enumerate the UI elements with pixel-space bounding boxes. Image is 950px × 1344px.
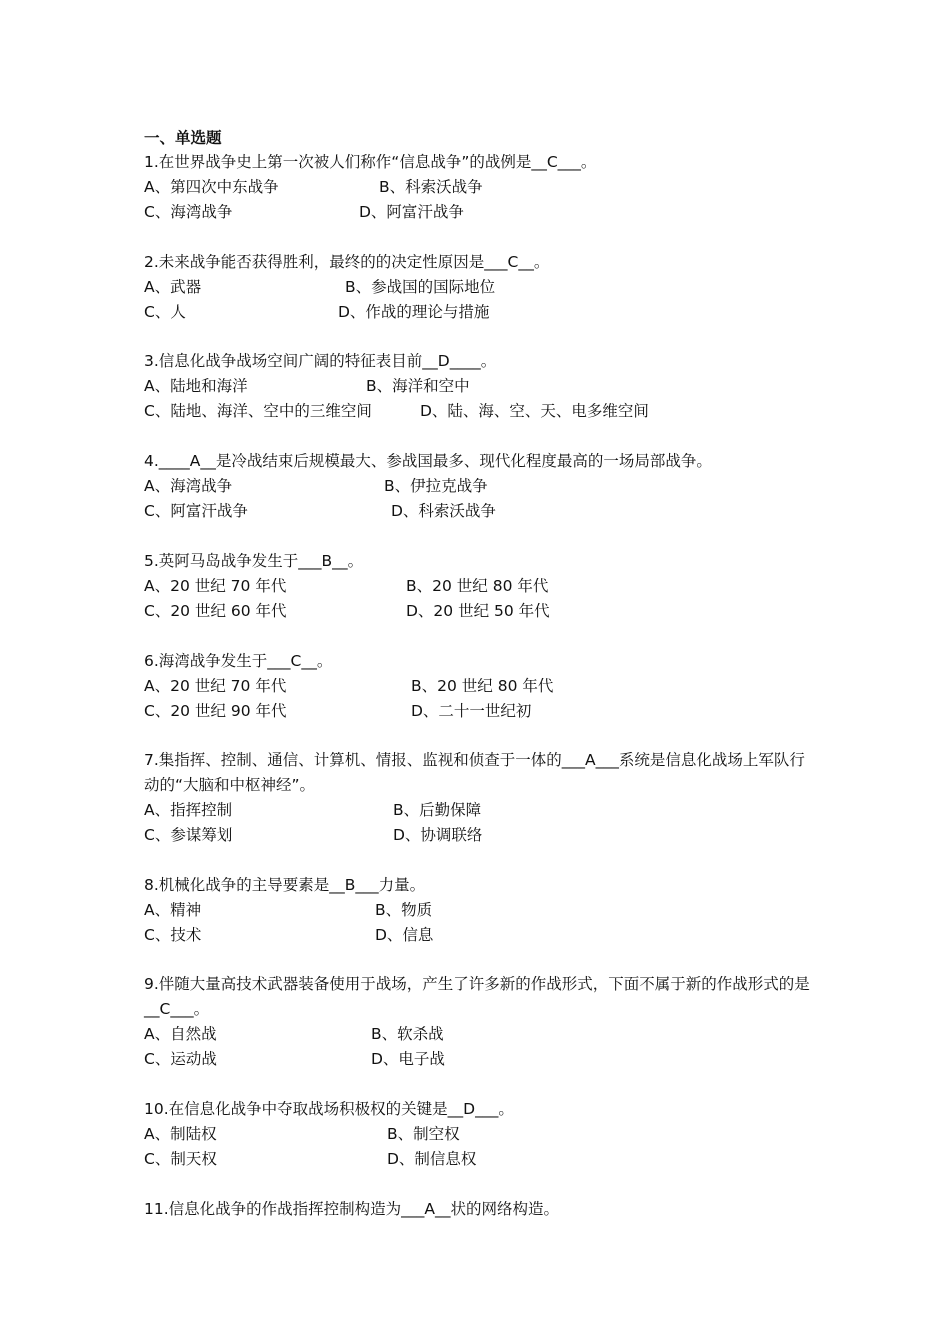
q5-option-c: C、20 世纪 60 年代 xyxy=(144,602,287,620)
q8-option-d: D、信息 xyxy=(375,926,434,944)
q9-option-d: D、电子战 xyxy=(371,1050,445,1068)
q8-option-b: B、物质 xyxy=(375,901,433,919)
q1-option-a: A、第四次中东战争 xyxy=(144,178,279,196)
q5-option-a: A、20 世纪 70 年代 xyxy=(144,577,287,595)
section-title: 一、单选题 xyxy=(144,129,222,147)
q10-option-b: B、制空权 xyxy=(387,1125,460,1143)
q7-option-a: A、指挥控制 xyxy=(144,801,233,819)
q8-option-c: C、技术 xyxy=(144,926,202,944)
q7-option-c: C、参谋筹划 xyxy=(144,826,233,844)
q4-option-c: C、阿富汗战争 xyxy=(144,502,248,520)
question-6: 6.海湾战争发生于___C__。 xyxy=(144,652,333,670)
q4-option-b: B、伊拉克战争 xyxy=(384,477,488,495)
question-1: 1.在世界战争史上第一次被人们称作“信息战争”的战例是__C___。 xyxy=(144,153,597,171)
q2-option-c: C、人 xyxy=(144,303,186,321)
q10-option-d: D、制信息权 xyxy=(387,1150,477,1168)
q6-option-c: C、20 世纪 90 年代 xyxy=(144,702,287,720)
q1-option-b: B、科索沃战争 xyxy=(379,178,483,196)
q10-option-c: C、制天权 xyxy=(144,1150,217,1168)
q9-option-c: C、运动战 xyxy=(144,1050,217,1068)
q5-option-b: B、20 世纪 80 年代 xyxy=(406,577,549,595)
q7-option-b: B、后勤保障 xyxy=(393,801,482,819)
q9-option-a: A、自然战 xyxy=(144,1025,217,1043)
q2-option-a: A、武器 xyxy=(144,278,202,296)
q1-option-c: C、海湾战争 xyxy=(144,203,233,221)
q4-option-a: A、海湾战争 xyxy=(144,477,233,495)
question-4: 4.____A__是冷战结束后规模最大、参战国最多、现代化程度最高的一场局部战争。 xyxy=(144,452,712,470)
q3-option-a: A、陆地和海洋 xyxy=(144,377,248,395)
question-2: 2.未来战争能否获得胜利，最终的的决定性原因是___C__。 xyxy=(144,253,550,271)
question-8: 8.机械化战争的主导要素是__B___力量。 xyxy=(144,876,426,894)
question-3: 3.信息化战争战场空间广阔的特征表目前__D____。 xyxy=(144,352,497,370)
q3-option-b: B、海洋和空中 xyxy=(366,377,470,395)
q8-option-a: A、精神 xyxy=(144,901,202,919)
q3-option-c: C、陆地、海洋、空中的三维空间 xyxy=(144,402,372,420)
q3-option-d: D、陆、海、空、天、电多维空间 xyxy=(420,402,649,420)
q10-option-a: A、制陆权 xyxy=(144,1125,217,1143)
q1-option-d: D、阿富汗战争 xyxy=(359,203,464,221)
q2-option-b: B、参战国的国际地位 xyxy=(345,278,496,296)
question-9: 9.伴随大量高技术武器装备使用于战场，产生了许多新的作战形式，下面不属于新的作战形式的是__C___。 xyxy=(144,975,810,1018)
q5-option-d: D、20 世纪 50 年代 xyxy=(406,602,550,620)
q6-option-a: A、20 世纪 70 年代 xyxy=(144,677,287,695)
question-7: 7.集指挥、控制、通信、计算机、情报、监视和侦查于一体的___A___系统是信息化战场上军队行动的“大脑和中枢神经”。 xyxy=(144,751,805,794)
q7-option-d: D、协调联络 xyxy=(393,826,483,844)
q6-option-d: D、二十一世纪初 xyxy=(411,702,532,720)
q6-option-b: B、20 世纪 80 年代 xyxy=(411,677,554,695)
question-5: 5.英阿马岛战争发生于___B__。 xyxy=(144,552,364,570)
question-10: 10.在信息化战争中夺取战场积极权的关键是__D___。 xyxy=(144,1100,514,1118)
question-11: 11.信息化战争的作战指挥控制构造为___A__状的网络构造。 xyxy=(144,1200,560,1218)
q4-option-d: D、科索沃战争 xyxy=(391,502,496,520)
q2-option-d: D、作战的理论与措施 xyxy=(338,303,490,321)
q9-option-b: B、软杀战 xyxy=(371,1025,444,1043)
